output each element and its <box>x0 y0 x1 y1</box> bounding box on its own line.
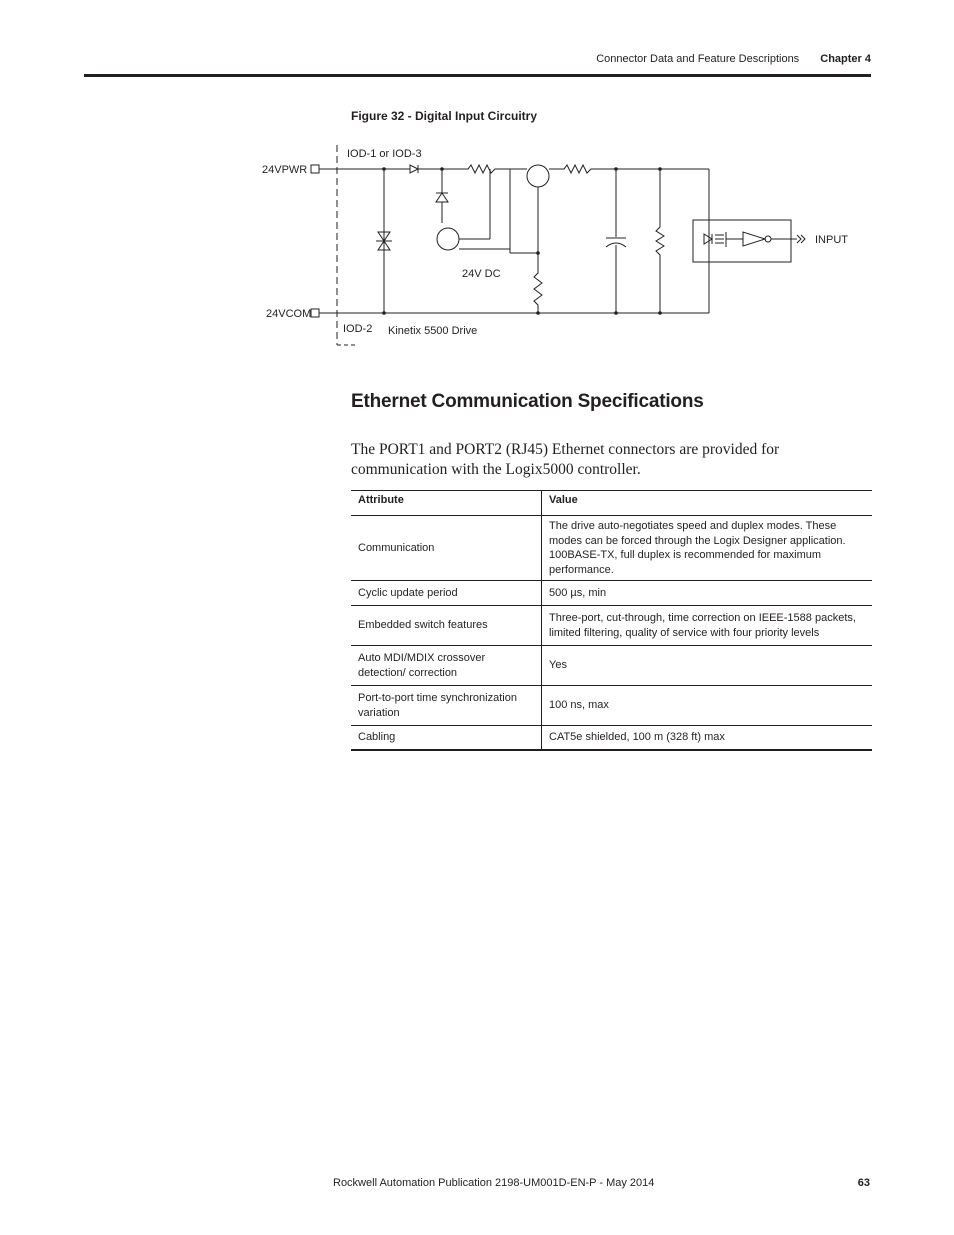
pulldown-resistor <box>534 253 542 313</box>
table-row <box>351 686 872 726</box>
figure-caption: Figure 32 - Digital Input Circuitry <box>351 109 538 123</box>
value-cell: Three-port, cut-through, time correction on IEEE-1588 packets, limited filtering, quality of service with four priority levels <box>542 606 873 646</box>
label-iod-top: IOD-1 or IOD-3 <box>347 148 422 160</box>
intro-paragraph: The PORT1 and PORT2 (RJ45) Ethernet connectors are provided for communication with the Logix5000 controller. <box>351 441 780 478</box>
table-row <box>351 606 872 646</box>
table-row <box>351 646 872 686</box>
opto-led <box>704 234 712 244</box>
terminal-24vcom <box>311 309 319 317</box>
header-chapter: Chapter 4 <box>820 53 871 65</box>
label-kinetix-drive: Kinetix 5500 Drive <box>388 325 478 337</box>
transistor-q1 <box>437 228 459 250</box>
table-row <box>351 516 872 581</box>
page-number: 63 <box>857 1177 870 1189</box>
value-cell: Yes <box>542 646 873 686</box>
digital-input-circuit-diagram <box>250 135 850 360</box>
table-row <box>351 581 872 606</box>
label-24v-dc: 24V DC <box>462 268 501 280</box>
input-diode <box>410 165 418 173</box>
attribute-cell: Communication <box>351 516 542 581</box>
header-value: Value <box>542 491 873 516</box>
value-cell: 500 µs, min <box>542 581 873 606</box>
section-title: Ethernet Communication Specifications <box>351 391 704 412</box>
terminal-24vpwr <box>311 165 319 173</box>
table-header-row <box>351 491 872 516</box>
value-cell: The drive auto-negotiates speed and duplex modes. These modes can be forced through the Logix Designer application. 100BASE-TX, full duplex is recommended for maximum performance. <box>542 516 873 581</box>
value-cell: CAT5e shielded, 100 m (328 ft) max <box>542 726 873 751</box>
label-input: INPUT <box>815 234 848 246</box>
transistor-q2 <box>527 165 549 187</box>
attribute-cell: Cyclic update period <box>351 581 542 606</box>
zener-diode <box>436 193 448 202</box>
collector-resistor <box>549 165 709 173</box>
buffer-gate <box>743 232 765 246</box>
attribute-cell: Auto MDI/MDIX crossover detection/ correction <box>351 646 542 686</box>
header-attribute: Attribute <box>351 491 542 516</box>
header-rule <box>84 74 871 77</box>
running-header <box>596 53 871 65</box>
label-24vcom: 24VCOM <box>266 308 312 320</box>
footer-publication: Rockwell Automation Publication 2198-UM001D-EN-P - May 2014 <box>333 1177 655 1189</box>
header-section: Connector Data and Feature Descriptions <box>596 53 800 65</box>
optocoupler-block <box>693 220 791 262</box>
label-24vpwr: 24VPWR <box>262 164 308 176</box>
attribute-cell: Cabling <box>351 726 542 751</box>
table-row <box>351 726 872 751</box>
attribute-cell: Port-to-port time synchronization variation <box>351 686 542 726</box>
attribute-cell: Embedded switch features <box>351 606 542 646</box>
shunt-resistor <box>656 169 664 313</box>
value-cell: 100 ns, max <box>542 686 873 726</box>
ethernet-spec-table <box>351 490 872 751</box>
label-iod-bottom: IOD-2 <box>343 323 373 335</box>
input-resistor <box>418 165 510 173</box>
